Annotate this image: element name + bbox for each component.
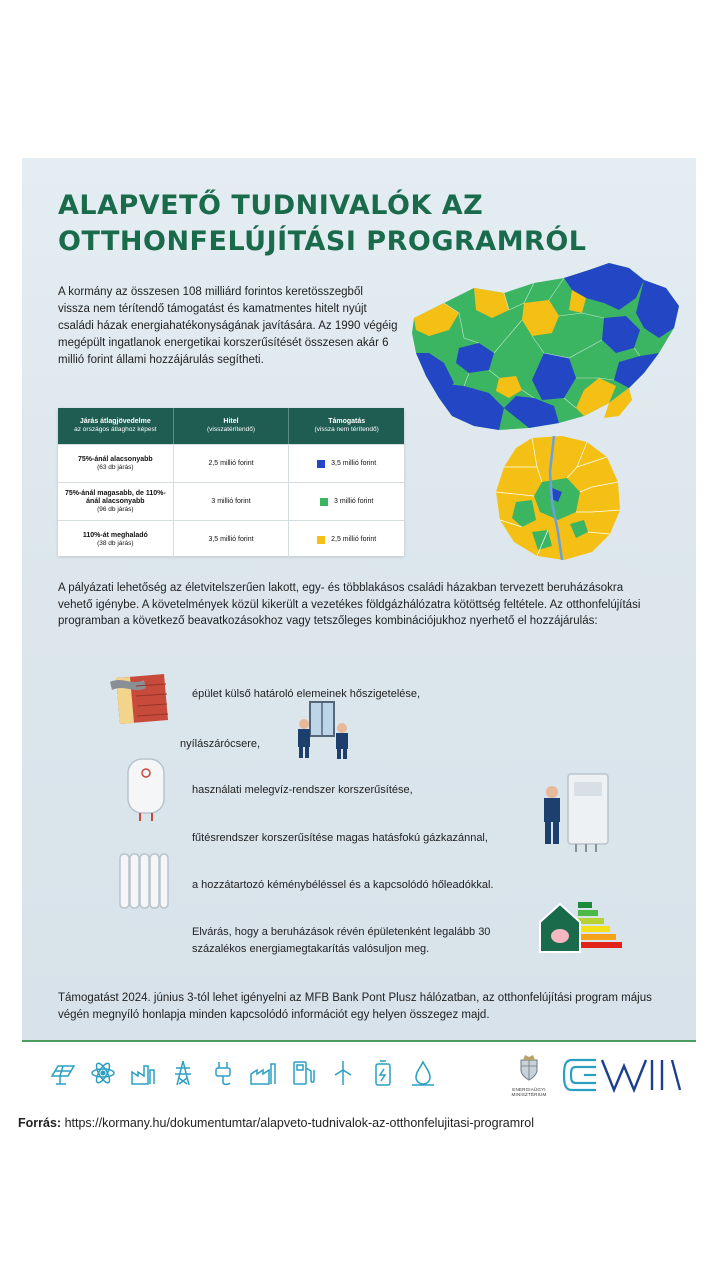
header-income: Járás átlagjövedelme az országos átlaghoz képest bbox=[58, 408, 174, 444]
table-row: 75%-ánál magasabb, de 110%-ánál alacsonyabb (96 db járás) 3 millió forint 3 millió forint bbox=[58, 482, 404, 520]
water-heater-icon bbox=[120, 753, 172, 823]
list-item: épület külső határoló elemeinek hőszigetelése, bbox=[192, 688, 421, 700]
industry-icon bbox=[248, 1058, 278, 1088]
source-link[interactable]: https://kormany.hu/dokumentumtar/alapveto-tudnivalok-az-otthonfelujitasi-programrol bbox=[64, 1116, 535, 1130]
wall-insulation-icon bbox=[102, 668, 172, 728]
water-drop-icon bbox=[408, 1058, 438, 1088]
header-support: Támogatás (vissza nem térítendő) bbox=[314, 418, 379, 433]
table-row: 110%-át meghaladó (38 db járás) 3,5 millió forint 2,5 millió forint bbox=[58, 520, 404, 558]
battery-icon bbox=[368, 1058, 398, 1088]
footer-icon-row bbox=[48, 1058, 438, 1088]
intro-paragraph: A kormány az összesen 108 milliárd forintos keretösszegből vissza nem térítendő támogatást és kamatmentes hitelt nyújt családi házak energiahatékonyságának javítására. Az 1990 végéig megépült ingatlanok energetikai korszerűsítését összesen akár 6 millió forint állami hozzájárulás segítheti. bbox=[58, 286, 398, 366]
yellow-swatch bbox=[317, 536, 325, 544]
eligibility-paragraph: A pályázati lehetőség az életvitelszerűen lakott, egy- és többlakásos családi házakban tervezett beruházásokra vehető igénybe. A követelmények közül kikerült a vezetékes földgázhálózatra kötöttség feltétele. Az otthonfelújítási programban a következő beavatkozásokhoz vagy tetszőleges kombinációjukhoz nyerhető el hozzájárulás: bbox=[58, 582, 641, 627]
boiler-technician-icon bbox=[538, 768, 614, 852]
list-item: használati melegvíz-rendszer korszerűsítése, bbox=[192, 784, 413, 796]
hungary-map bbox=[404, 258, 684, 436]
energy-rating-icon bbox=[534, 894, 624, 960]
infographic-poster bbox=[22, 158, 696, 1040]
title-line-2: OTTHONFELÚJÍTÁSI PROGRAMRÓL bbox=[58, 226, 587, 257]
power-tower-icon bbox=[168, 1058, 198, 1088]
source-label: Forrás: bbox=[18, 1116, 62, 1130]
deadline-paragraph: Támogatást 2024. június 3-tól lehet igényelni az MFB Bank Pont Plusz hálózatban, az otthonfelújítási program május végén megnyíló honlapja minden kapcsolódó információt egy helyen összegez majd. bbox=[58, 992, 652, 1021]
green-swatch bbox=[320, 498, 328, 506]
solar-panel-icon bbox=[48, 1058, 78, 1088]
list-item: nyílászárócsere, bbox=[180, 738, 261, 750]
factory-icon bbox=[128, 1058, 158, 1088]
page-title bbox=[58, 188, 587, 260]
table-row: 75%-ánál alacsonyabb (63 db járás) 2,5 millió forint 3,5 millió forint bbox=[58, 444, 404, 482]
fuel-pump-icon bbox=[288, 1058, 318, 1088]
plug-icon bbox=[208, 1058, 238, 1088]
table-header bbox=[58, 408, 404, 444]
ministry-logo: ENERGIAÜGYI MINISZTÉRIUM bbox=[504, 1052, 554, 1097]
list-item: fűtésrendszer korszerűsítése magas hatásfokú gázkazánnal, bbox=[192, 832, 488, 844]
window-installation-icon bbox=[288, 698, 358, 760]
source-line bbox=[18, 1116, 534, 1130]
header-loan: Hitel (visszatérítendő) bbox=[174, 408, 290, 444]
budapest-map bbox=[492, 432, 624, 564]
atom-icon bbox=[88, 1058, 118, 1088]
support-table bbox=[58, 408, 404, 556]
blue-swatch bbox=[317, 460, 325, 468]
wind-turbine-icon bbox=[328, 1058, 358, 1088]
footer-divider bbox=[22, 1040, 696, 1042]
coat-of-arms-icon bbox=[517, 1052, 541, 1082]
list-item: Elvárás, hogy a beruházások révén épületenként legalább 30 százalékos energiamegtakarítás valósuljon meg. bbox=[192, 926, 491, 955]
list-item: a hozzátartozó kéménybéléssel és a kapcsolódó hőleadókkal. bbox=[192, 879, 494, 891]
organization-logo bbox=[562, 1056, 688, 1094]
radiator-icon bbox=[116, 848, 170, 914]
title-line-1: ALAPVETŐ TUDNIVALÓK AZ bbox=[58, 190, 484, 221]
